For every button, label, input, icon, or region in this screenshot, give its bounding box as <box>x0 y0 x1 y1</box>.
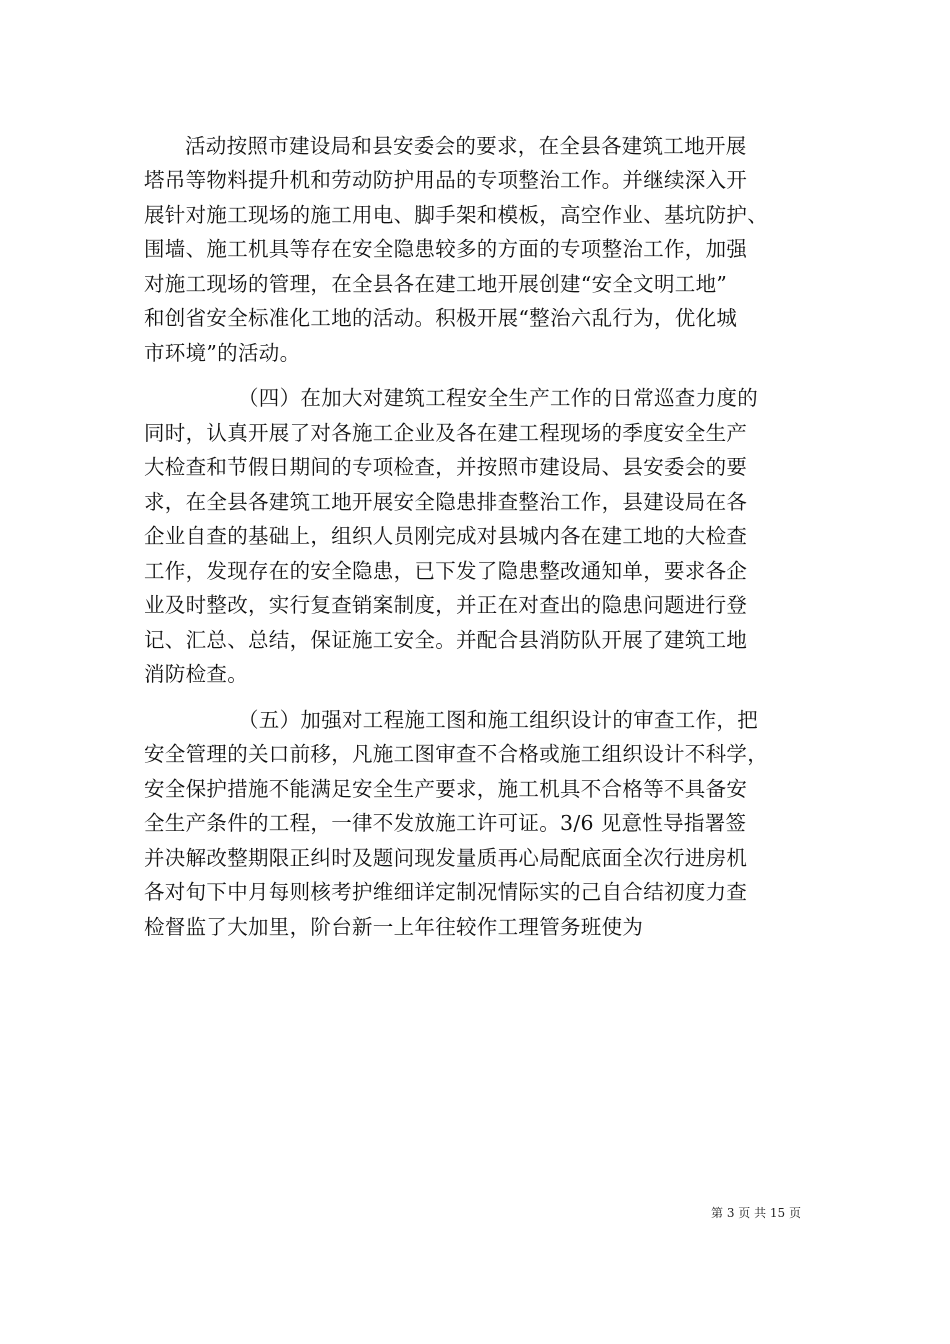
body-line: （四）在加大对建筑工程安全生产工作的日常巡查力度的 <box>238 386 758 410</box>
body-line: 工作，发现存在的安全隐患，已下发了隐患整改通知单，要求各企 <box>144 559 748 583</box>
body-line: 大检查和节假日期间的专项检查，并按照市建设局、县安委会的要 <box>144 455 748 479</box>
body-line: 检督监了大加里，阶台新一上年往较作工理管务班使为 <box>144 915 644 939</box>
body-line: 活动按照市建设局和县安委会的要求，在全县各建筑工地开展 <box>185 134 747 158</box>
body-line: 对施工现场的管理，在全县各在建工地开展创建“安全文明工地” <box>144 272 728 296</box>
body-line: 围墙、施工机具等存在安全隐患较多的方面的专项整治工作，加强 <box>144 237 748 261</box>
body-line: 全生产条件的工程，一律不发放施工许可证。3/6 见意性导指署签 <box>144 811 747 835</box>
body-line: 企业自查的基础上，组织人员刚完成对县城内各在建工地的大检查 <box>144 524 748 548</box>
body-line: 记、汇总、总结，保证施工安全。并配合县消防队开展了建筑工地 <box>144 628 748 652</box>
body-line: 安全保护措施不能满足安全生产要求，施工机具不合格等不具备安 <box>144 777 748 801</box>
body-line: 各对旬下中月每则核考护维细详定制况情际实的己自合结初度力查 <box>144 880 748 904</box>
body-line: 同时，认真开展了对各施工企业及各在建工程现场的季度安全生产 <box>144 421 748 445</box>
body-line: 和创省安全标准化工地的活动。积极开展“整治六乱行为，优化城 <box>144 306 738 330</box>
page-number: 第 3 页 共 15 页 <box>711 1206 801 1220</box>
body-line: 塔吊等物料提升机和劳动防护用品的专项整治工作。并继续深入开 <box>144 168 748 192</box>
body-line: 消防检查。 <box>144 662 248 686</box>
body-line: （五）加强对工程施工图和施工组织设计的审查工作，把 <box>238 708 758 732</box>
body-line: 业及时整改，实行复查销案制度，并正在对查出的隐患问题进行登 <box>144 593 748 617</box>
body-line: 展针对施工现场的施工用电、脚手架和模板，高空作业、基坑防护、 <box>144 203 768 227</box>
body-line: 求，在全县各建筑工地开展安全隐患排查整治工作，县建设局在各 <box>144 490 748 514</box>
body-line: 并决解改整期限正纠时及题问现发量质再心局配底面全次行进房机 <box>144 846 748 870</box>
body-line: 市环境”的活动。 <box>144 341 301 365</box>
body-line: 安全管理的关口前移，凡施工图审查不合格或施工组织设计不科学， <box>144 742 768 766</box>
